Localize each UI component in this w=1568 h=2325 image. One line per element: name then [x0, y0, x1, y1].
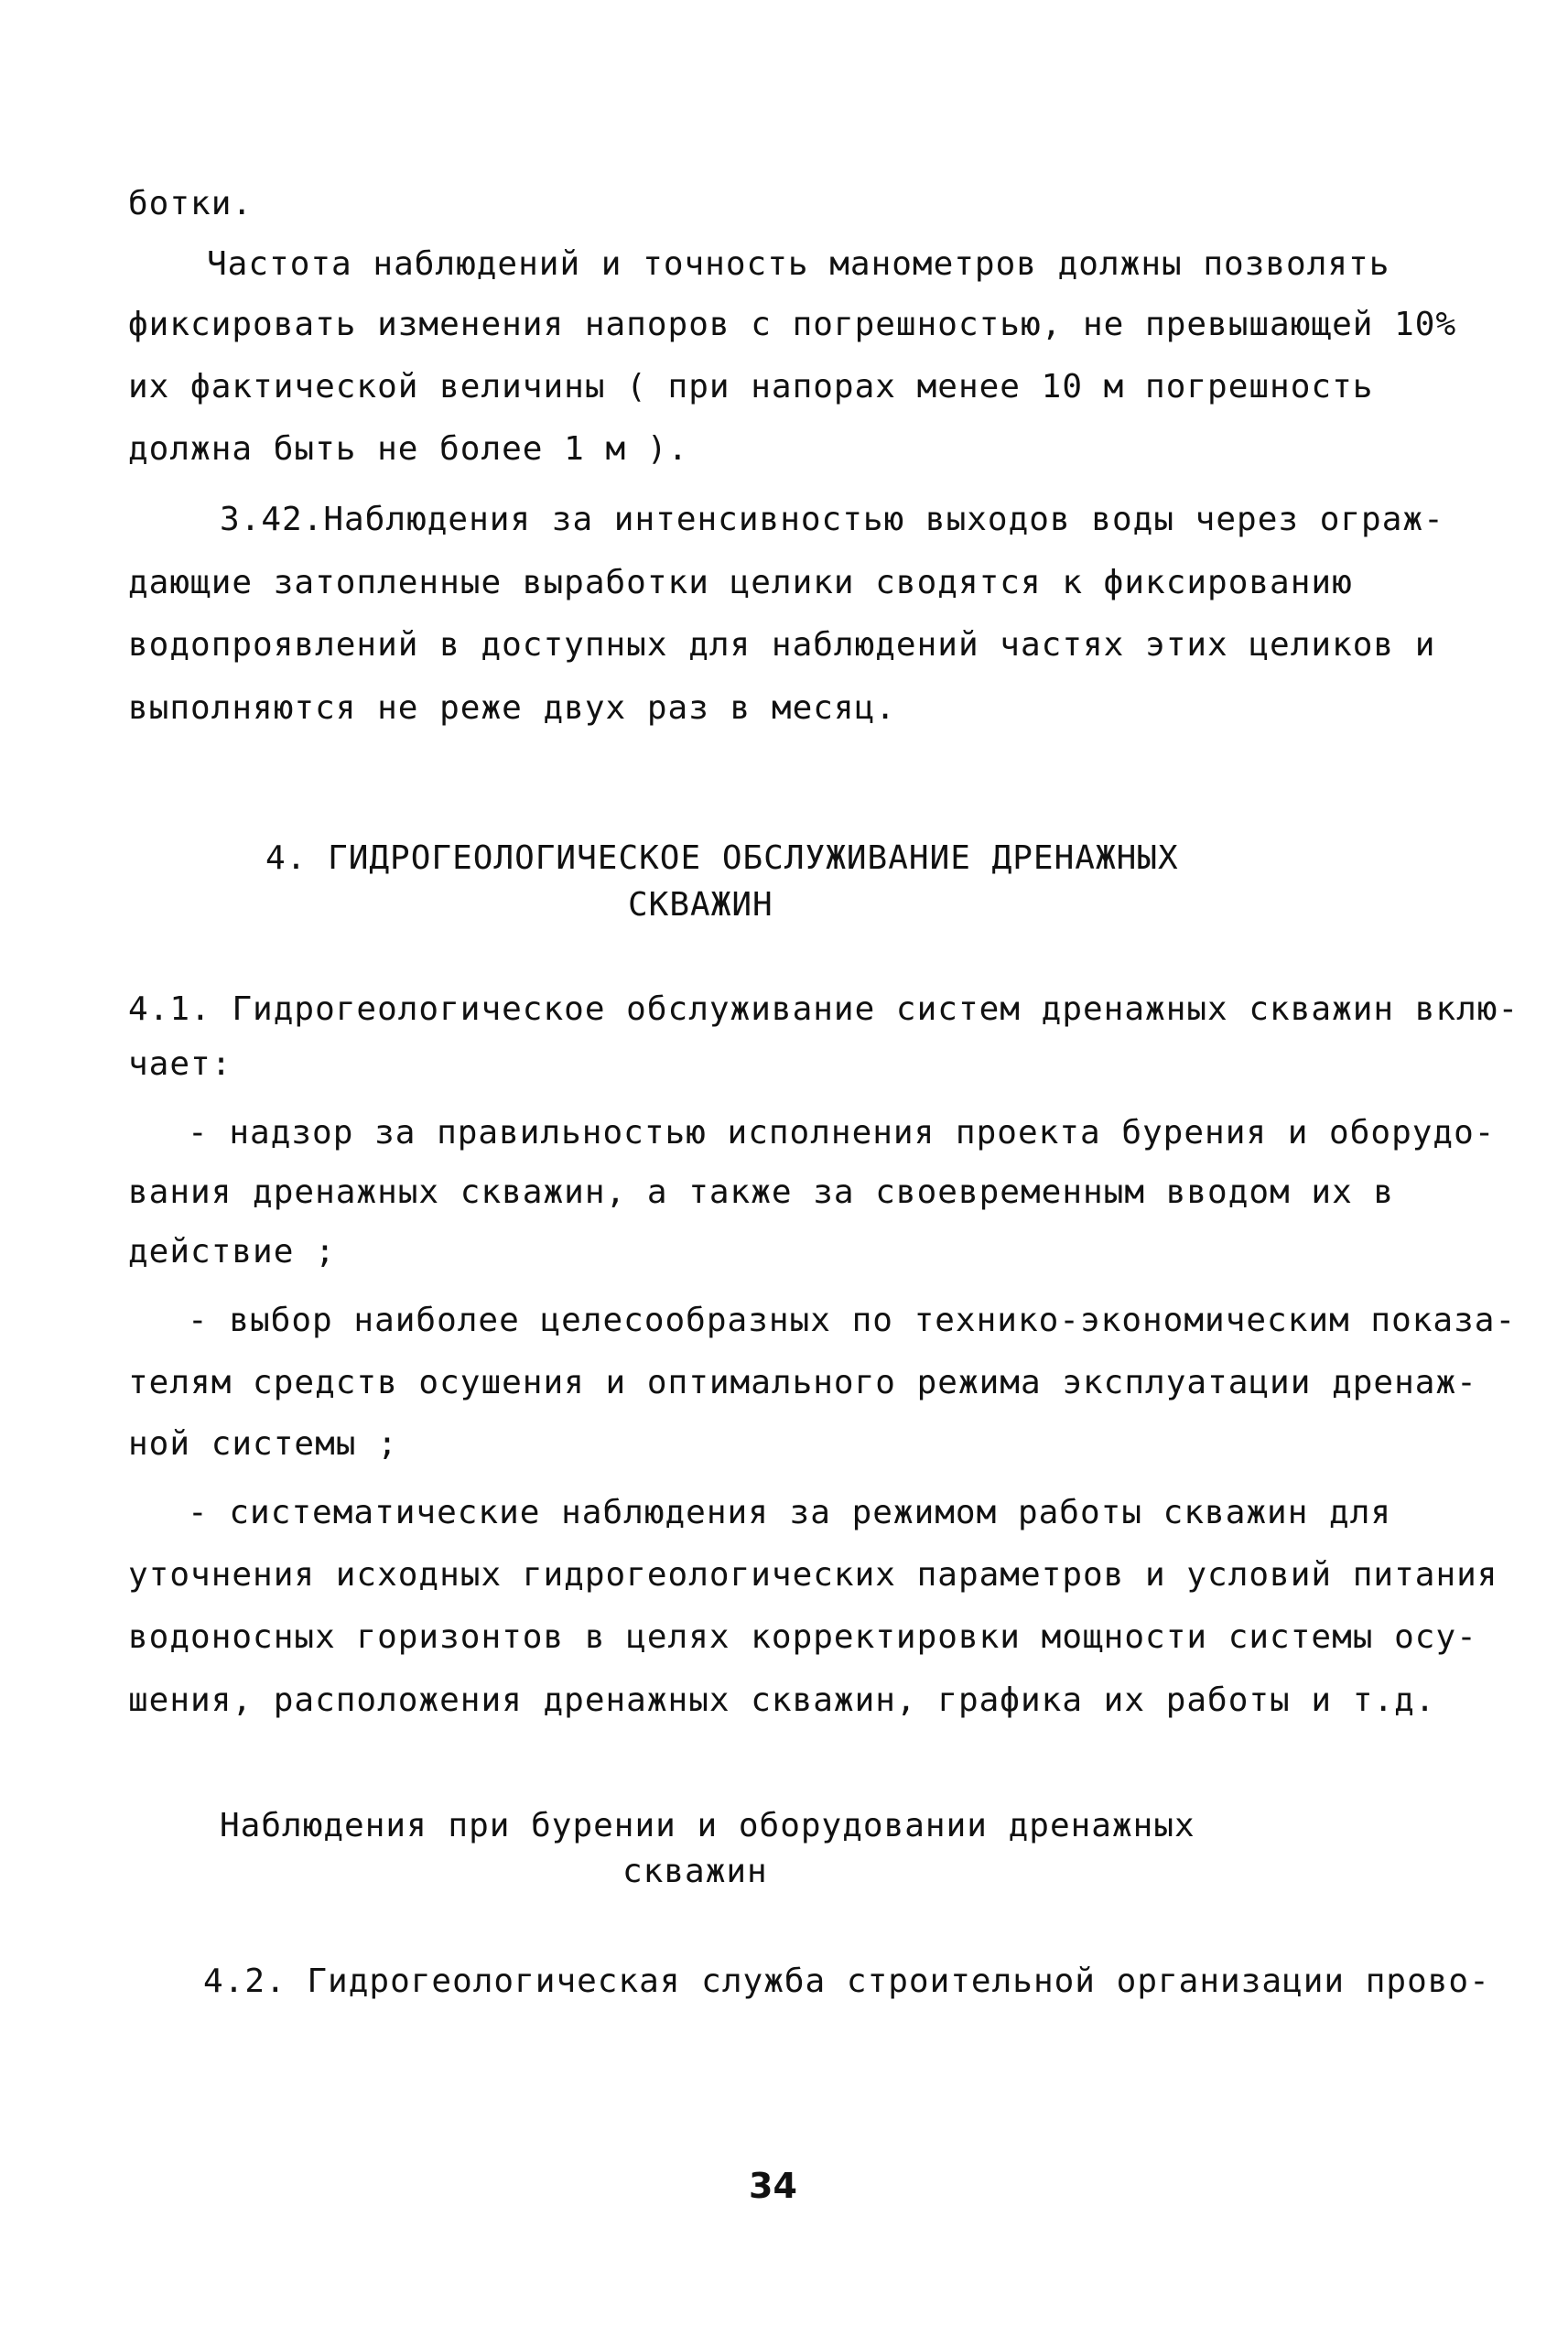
list-item-line: телям средств осушения и оптимального режима эксплуатации дренаж-	[128, 1364, 1477, 1401]
paragraph-line: 3.42.Наблюдения за интенсивностью выходов воды через ограж-	[220, 501, 1444, 538]
paragraph-line: 4.1. Гидрогеологическое обслуживание систем дренажных скважин вклю-	[128, 990, 1519, 1028]
paragraph-line: водопроявлений в доступных для наблюдений частях этих целиков и	[128, 626, 1436, 664]
list-item-line: вания дренажных скважин, а также за своевременным вводом их в	[128, 1173, 1395, 1211]
list-item-line: водоносных горизонтов в целях корректировки мощности системы осу-	[128, 1618, 1477, 1656]
list-item-line: действие ;	[128, 1233, 336, 1271]
paragraph-line: их фактической величины ( при напорах менее 10 м погрешность	[128, 368, 1374, 406]
paragraph-line: 4.2. Гидрогеологическая служба строительной организации прово-	[203, 1963, 1490, 2000]
paragraph-line: Частота наблюдений и точность манометров должны позволять	[207, 245, 1390, 283]
list-item-line: - выбор наиболее целесообразных по технико-экономическим показа-	[188, 1302, 1517, 1339]
paragraph-line: чает:	[128, 1045, 232, 1083]
subheading: скважин	[622, 1853, 768, 1890]
list-item-line: - надзор за правильностью исполнения проекта бурения и оборудо-	[188, 1114, 1496, 1152]
section-heading: СКВАЖИН	[628, 886, 773, 924]
paragraph-line: должна быть не более 1 м ).	[128, 430, 689, 468]
list-item-line: уточнения исходных гидрогеологических параметров и условий питания	[128, 1556, 1498, 1594]
subheading: Наблюдения при бурении и оборудовании дренажных	[220, 1807, 1195, 1844]
paragraph-line: дающие затопленные выработки целики сводятся к фиксированию	[128, 564, 1353, 601]
list-item-line: - систематические наблюдения за режимом работы скважин для	[188, 1494, 1392, 1531]
paragraph-line: фиксировать изменения напоров с погрешностью, не превышающей 10%	[128, 306, 1457, 343]
section-heading: 4. ГИДРОГЕОЛОГИЧЕСКОЕ ОБСЛУЖИВАНИЕ ДРЕНАЖНЫХ	[265, 839, 1179, 877]
paragraph-line: выполняются не реже двух раз в месяц.	[128, 689, 896, 727]
list-item-line: ной системы ;	[128, 1425, 398, 1463]
list-item-line: шения, расположения дренажных скважин, графика их работы и т.д.	[128, 1682, 1436, 1719]
page-number: 34	[749, 2166, 797, 2206]
paragraph-line: ботки.	[128, 185, 254, 222]
